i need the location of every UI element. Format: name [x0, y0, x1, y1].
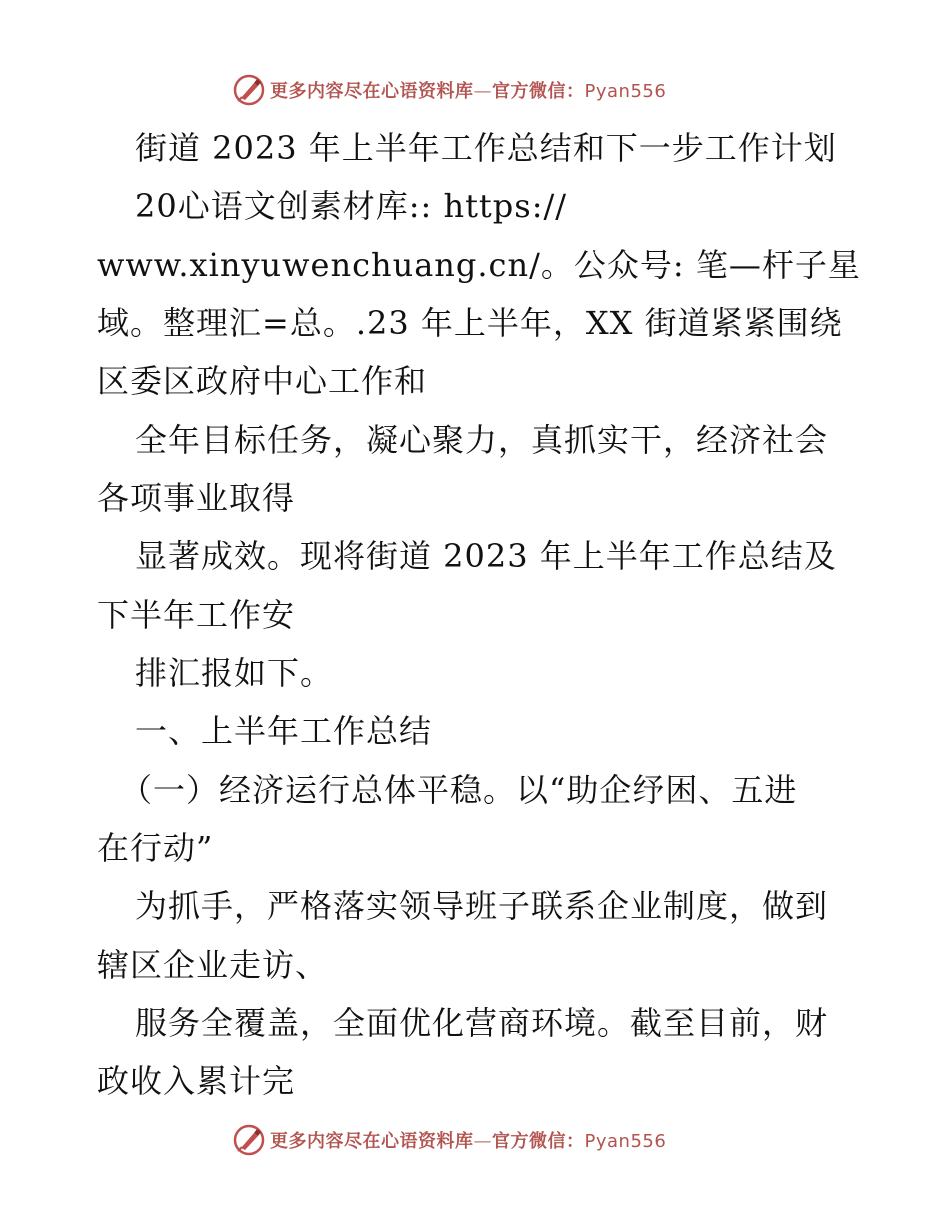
document-title: 街道 2023 年上半年工作总结和下一步工作计划 — [135, 129, 837, 167]
paragraph-line: 辖区企业走访、 — [97, 946, 329, 984]
banner-main-text: 更多内容尽在心语资料库 — [270, 1131, 474, 1152]
header-banner — [232, 72, 712, 108]
banner-text — [270, 1127, 666, 1153]
section-heading: 一、上半年工作总结 — [135, 712, 433, 750]
paragraph-line: 各项事业取得 — [97, 479, 296, 517]
paragraph-line: 在行动” — [97, 829, 214, 867]
paragraph-line: 20心语文创素材库:: https:// — [135, 187, 568, 225]
paragraph-line: www.xinyuwenchuang.cn/。公众号: 笔—杆子星 — [97, 246, 861, 284]
banner-suffix-text: 官方微信： — [492, 81, 585, 102]
pen-logo-icon — [232, 1123, 266, 1157]
banner-wechat-id: Pyan556 — [584, 1131, 667, 1152]
pen-logo-icon — [232, 73, 266, 107]
banner-dash: — — [473, 81, 492, 102]
subsection-heading: （一）经济运行总体平稳。以“助企纾困、五进 — [120, 771, 798, 809]
paragraph-line: 排汇报如下。 — [135, 654, 334, 692]
paragraph-line: 全年目标任务，凝心聚力，真抓实干，经济社会 — [135, 421, 829, 459]
paragraph-line: 显著成效。现将街道 2023 年上半年工作总结及 — [135, 537, 837, 575]
banner-dash: — — [473, 1131, 492, 1152]
paragraph-line: 为抓手，严格落实领导班子联系企业制度，做到 — [135, 887, 829, 925]
paragraph-line: 政收入累计完 — [97, 1062, 296, 1100]
footer-banner — [232, 1122, 712, 1158]
paragraph-line: 区委区政府中心工作和 — [97, 362, 428, 400]
banner-wechat-id: Pyan556 — [584, 81, 667, 102]
paragraph-line: 下半年工作安 — [97, 596, 296, 634]
paragraph-line: 服务全覆盖，全面优化营商环境。截至目前，财 — [135, 1004, 829, 1042]
paragraph-line: 域。整理汇=总。.23 年上半年，XX 街道紧紧围绕 — [97, 304, 843, 342]
banner-main-text: 更多内容尽在心语资料库 — [270, 81, 474, 102]
banner-text — [270, 77, 666, 103]
banner-suffix-text: 官方微信： — [492, 1131, 585, 1152]
